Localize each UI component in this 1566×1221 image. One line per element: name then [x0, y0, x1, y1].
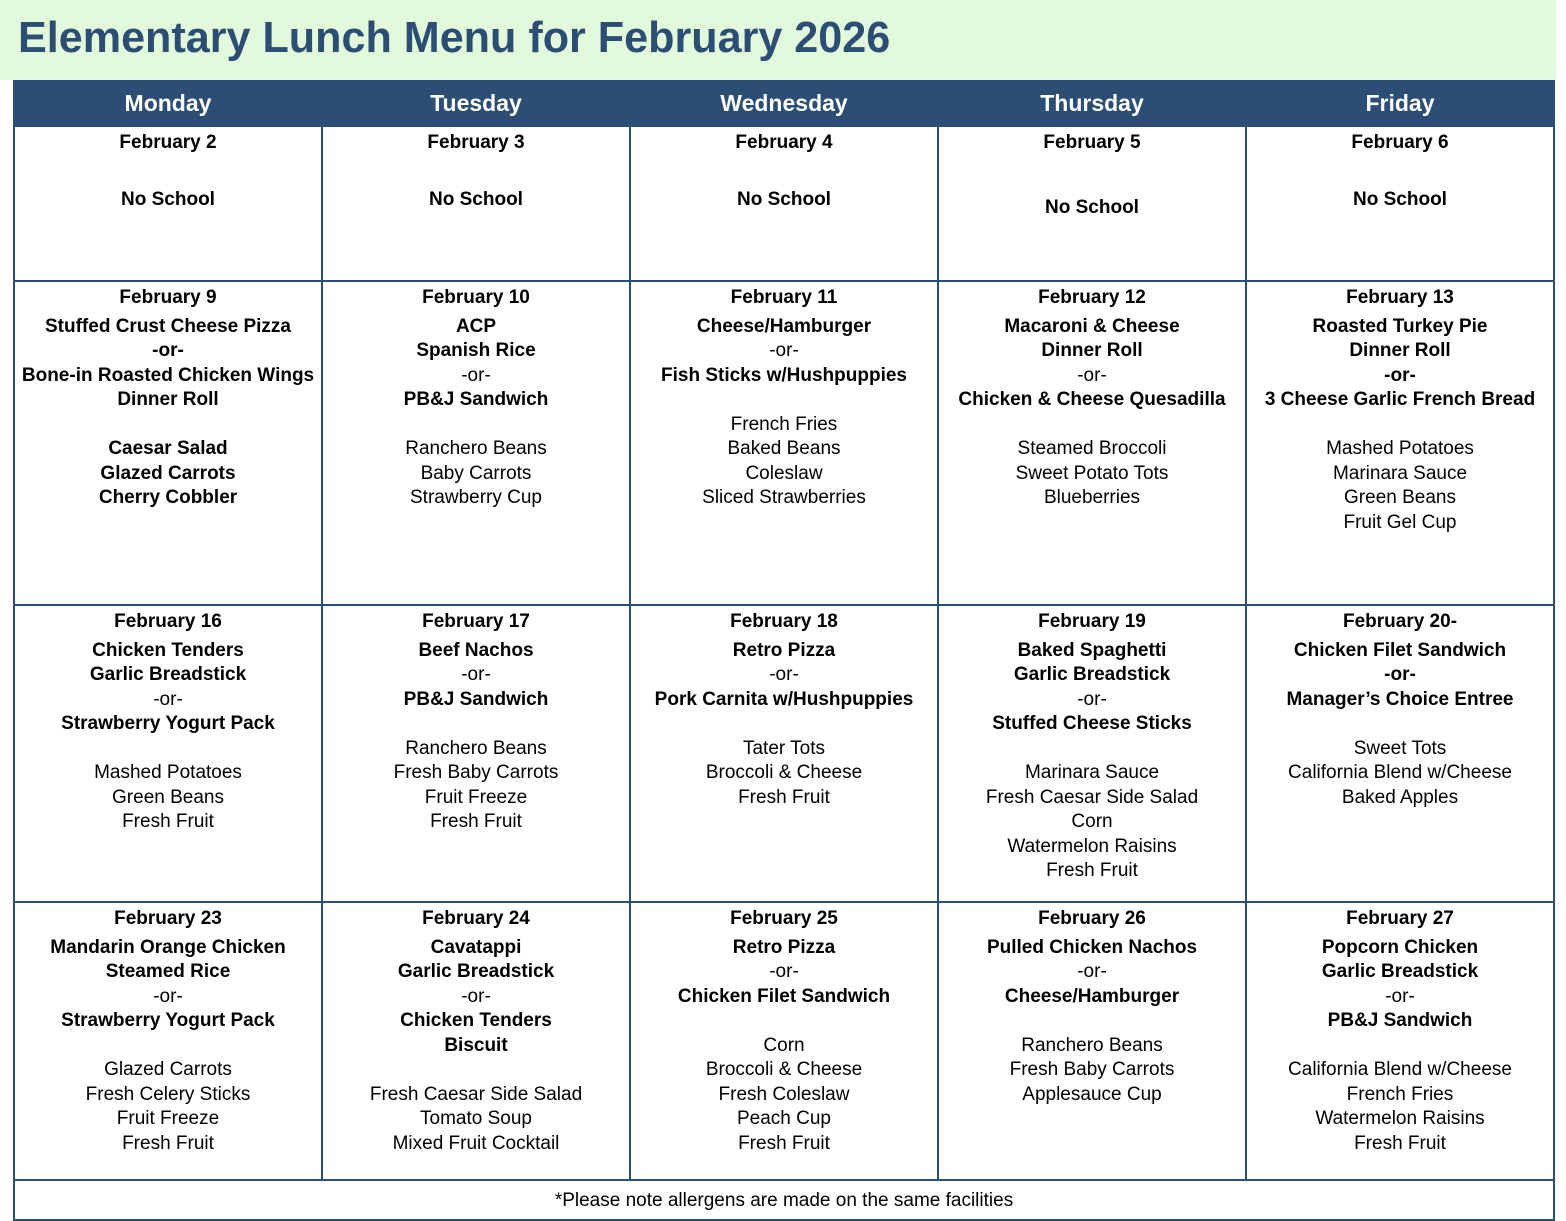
menu-item: PB&J Sandwich	[403, 688, 549, 710]
menu-item: Garlic Breadstick	[1321, 961, 1479, 982]
menu-item: Macaroni & Cheese	[1004, 315, 1180, 337]
menu-item: Stuffed Crust Cheese Pizza	[45, 315, 291, 337]
day-date: February 23	[114, 908, 222, 929]
menu-item: Stuffed Cheese Sticks	[992, 713, 1192, 734]
menu-item: No School	[1353, 188, 1447, 210]
menu-item: Glazed Carrots	[104, 1059, 232, 1080]
header-tuesday: Tuesday	[322, 81, 630, 126]
or-separator: -or-	[1077, 364, 1107, 386]
menu-item: Roasted Turkey Pie	[1312, 315, 1488, 337]
menu-item: Cheese/Hamburger	[1004, 985, 1180, 1007]
menu-item: Fresh Fruit	[122, 811, 214, 832]
menu-item: Pulled Chicken Nachos	[986, 936, 1198, 958]
menu-item: Biscuit	[444, 1034, 508, 1056]
day-date: February 20-	[1342, 611, 1458, 632]
or-separator: -or-	[153, 688, 183, 710]
menu-item: No School	[737, 188, 831, 210]
or-separator: -or-	[152, 340, 184, 361]
footer-note: *Please note allergens are made on the same facilities	[14, 1180, 1554, 1220]
day-cell	[630, 605, 938, 902]
day-date: February 18	[730, 611, 838, 632]
spacer	[943, 737, 1241, 762]
week-row	[14, 281, 1554, 605]
menu-item: Fresh Fruit	[122, 1132, 214, 1154]
day-cell	[14, 281, 322, 605]
header-wednesday: Wednesday	[630, 81, 938, 126]
menu-item: Baked Beans	[727, 438, 841, 459]
menu-item: French Fries	[730, 413, 838, 435]
day-cell	[14, 126, 322, 281]
or-separator: -or-	[153, 985, 183, 1007]
menu-item: Chicken & Cheese Quesadilla	[958, 389, 1226, 410]
week-row	[14, 126, 1554, 281]
menu-item: Fresh Fruit	[1046, 860, 1138, 881]
day-date: February 3	[427, 132, 525, 153]
menu-item: Fresh Fruit	[430, 811, 522, 832]
menu-item: Peach Cup	[736, 1108, 831, 1129]
menu-item: Fresh Fruit	[738, 1132, 830, 1154]
menu-item: Corn	[1071, 811, 1113, 832]
menu-item: Strawberry Yogurt Pack	[61, 713, 275, 734]
day-date: February 26	[1038, 908, 1146, 929]
day-cell	[630, 281, 938, 605]
menu-item: Chicken Filet Sandwich	[1293, 639, 1507, 661]
menu-item: PB&J Sandwich	[403, 389, 549, 410]
spacer	[327, 160, 625, 188]
menu-item: Sweet Tots	[1353, 737, 1447, 759]
menu-item: Fresh Caesar Side Salad	[985, 786, 1199, 808]
day-cell	[322, 281, 630, 605]
menu-item: Popcorn Chicken	[1321, 936, 1479, 958]
menu-item: Fresh Caesar Side Salad	[369, 1083, 583, 1105]
or-separator: -or-	[461, 364, 491, 386]
spacer	[19, 737, 317, 762]
menu-item: Pork Carnita w/Hushpuppies	[654, 688, 914, 710]
spacer	[1251, 413, 1549, 438]
day-cell	[938, 902, 1246, 1180]
spacer	[19, 413, 317, 438]
day-date: February 10	[422, 287, 530, 308]
menu-item: Manager’s Choice Entree	[1286, 688, 1514, 710]
menu-item: ACP	[455, 315, 497, 337]
menu-calendar	[13, 80, 1555, 1221]
day-cell	[1246, 902, 1554, 1180]
day-cell	[14, 902, 322, 1180]
menu-item: California Blend w/Cheese	[1288, 762, 1512, 783]
spacer	[19, 1034, 317, 1059]
week-row	[14, 902, 1554, 1180]
or-separator: -or-	[769, 340, 799, 361]
menu-item: French Fries	[1346, 1083, 1454, 1105]
or-separator: -or-	[1384, 664, 1416, 685]
day-cell	[938, 126, 1246, 281]
menu-item: Fresh Baby Carrots	[393, 762, 559, 783]
menu-item: Fresh Coleslaw	[718, 1083, 850, 1105]
or-separator: -or-	[769, 664, 799, 685]
menu-item: Applesauce Cup	[1022, 1083, 1162, 1105]
spacer	[943, 1009, 1241, 1034]
day-cell	[322, 902, 630, 1180]
menu-item: Fish Sticks w/Hushpuppies	[661, 364, 907, 386]
menu-item: Chicken Tenders	[92, 639, 244, 661]
spacer	[19, 160, 317, 188]
menu-item: Fresh Celery Sticks	[85, 1083, 251, 1105]
menu-item: California Blend w/Cheese	[1288, 1059, 1512, 1080]
day-date: February 13	[1346, 287, 1454, 308]
day-date: February 4	[735, 132, 833, 153]
menu-item: Ranchero Beans	[1021, 1034, 1163, 1056]
menu-item: Fresh Fruit	[1354, 1132, 1446, 1154]
day-date: February 5	[1043, 132, 1141, 153]
menu-item: Sweet Potato Tots	[1015, 462, 1169, 484]
or-separator: -or-	[1077, 688, 1107, 710]
menu-item: Baked Apples	[1341, 786, 1459, 808]
week-row	[14, 605, 1554, 902]
header-monday: Monday	[14, 81, 322, 126]
menu-item: Retro Pizza	[732, 936, 836, 958]
spacer	[943, 160, 1241, 196]
menu-item: Broccoli & Cheese	[705, 1059, 863, 1080]
header-friday: Friday	[1246, 81, 1554, 126]
day-date: February 16	[114, 611, 222, 632]
day-date: February 19	[1038, 611, 1146, 632]
menu-item: Ranchero Beans	[405, 438, 547, 459]
menu-item: Tater Tots	[742, 737, 826, 759]
day-date: February 12	[1038, 287, 1146, 308]
menu-item: Dinner Roll	[1349, 340, 1451, 361]
menu-item: Strawberry Yogurt Pack	[61, 1010, 275, 1031]
menu-item: Chicken Filet Sandwich	[677, 985, 891, 1007]
menu-item: Watermelon Raisins	[1007, 835, 1177, 857]
menu-item: Corn	[763, 1034, 805, 1056]
menu-item: PB&J Sandwich	[1327, 1010, 1473, 1031]
menu-item: Blueberries	[1043, 487, 1141, 508]
title-banner	[0, 0, 1556, 80]
menu-item: Coleslaw	[745, 462, 823, 484]
menu-item: Cavatappi	[430, 936, 522, 958]
day-cell	[322, 605, 630, 902]
day-date: February 17	[422, 611, 530, 632]
menu-item: Dinner Roll	[117, 389, 219, 410]
spacer	[943, 413, 1241, 438]
spacer	[635, 160, 933, 188]
menu-item: Garlic Breadstick	[397, 961, 555, 982]
menu-item: Baked Spaghetti	[1017, 639, 1167, 661]
menu-item: Fruit Gel Cup	[1343, 511, 1457, 533]
menu-item: Caesar Salad	[108, 438, 228, 459]
menu-item: Baby Carrots	[420, 462, 532, 484]
menu-item: Watermelon Raisins	[1315, 1108, 1485, 1129]
day-cell	[938, 281, 1246, 605]
page-title: Elementary Lunch Menu for February 2026	[18, 13, 891, 62]
spacer	[1251, 712, 1549, 737]
day-cell	[1246, 126, 1554, 281]
spacer	[327, 712, 625, 737]
day-cell	[1246, 281, 1554, 605]
menu-item: Bone-in Roasted Chicken Wings	[21, 364, 315, 386]
day-date: February 9	[119, 287, 217, 308]
spacer	[327, 1058, 625, 1083]
menu-item: Mixed Fruit Cocktail	[392, 1132, 560, 1154]
or-separator: -or-	[461, 985, 491, 1007]
menu-item: Steamed Rice	[105, 961, 231, 982]
menu-item: Green Beans	[112, 786, 224, 808]
menu-item: Beef Nachos	[418, 639, 534, 661]
spacer	[635, 712, 933, 737]
menu-item: Glazed Carrots	[100, 462, 236, 484]
day-date: February 11	[730, 287, 838, 308]
day-cell	[630, 126, 938, 281]
spacer	[635, 1009, 933, 1034]
or-separator: -or-	[1384, 364, 1416, 386]
day-date: February 25	[730, 908, 838, 929]
menu-item: Mandarin Orange Chicken	[50, 936, 286, 958]
menu-item: Garlic Breadstick	[1013, 664, 1171, 685]
day-cell	[630, 902, 938, 1180]
spacer	[635, 388, 933, 413]
or-separator: -or-	[461, 664, 491, 685]
menu-item: 3 Cheese Garlic French Bread	[1264, 389, 1536, 410]
or-separator: -or-	[1385, 985, 1415, 1007]
menu-item: Garlic Breadstick	[89, 664, 247, 685]
menu-item: Ranchero Beans	[405, 737, 547, 759]
footer-row	[14, 1180, 1554, 1220]
header-thursday: Thursday	[938, 81, 1246, 126]
menu-item: Cheese/Hamburger	[696, 315, 872, 337]
menu-item: No School	[121, 188, 215, 210]
day-date: February 6	[1351, 132, 1449, 153]
day-cell	[14, 605, 322, 902]
or-separator: -or-	[1077, 961, 1107, 982]
menu-item: Retro Pizza	[732, 639, 836, 661]
day-cell	[938, 605, 1246, 902]
menu-item: Strawberry Cup	[410, 487, 542, 508]
menu-item: Steamed Broccoli	[1017, 438, 1167, 459]
spacer	[1251, 160, 1549, 188]
menu-item: Broccoli & Cheese	[705, 762, 863, 783]
day-cell	[322, 126, 630, 281]
menu-item: Green Beans	[1344, 487, 1456, 508]
menu-item: No School	[429, 188, 523, 210]
menu-item: Sliced Strawberries	[702, 487, 866, 508]
menu-item: Mashed Potatoes	[1326, 438, 1474, 459]
menu-item: Spanish Rice	[416, 340, 536, 361]
spacer	[1251, 1034, 1549, 1059]
menu-item: Marinara Sauce	[1024, 762, 1160, 783]
weekday-header-row	[14, 81, 1554, 126]
day-date: February 2	[119, 132, 217, 153]
menu-item: Fruit Freeze	[424, 786, 528, 808]
day-cell	[1246, 605, 1554, 902]
menu-item: Fresh Baby Carrots	[1009, 1059, 1175, 1080]
menu-item: Dinner Roll	[1041, 340, 1143, 361]
menu-table	[13, 80, 1555, 1221]
spacer	[327, 413, 625, 438]
menu-item: Chicken Tenders	[400, 1010, 552, 1031]
day-date: February 24	[422, 908, 530, 929]
menu-item: Fruit Freeze	[116, 1108, 220, 1129]
menu-item: No School	[1045, 196, 1139, 218]
day-date: February 27	[1346, 908, 1454, 929]
menu-item: Fresh Fruit	[738, 786, 830, 808]
menu-item: Mashed Potatoes	[94, 762, 242, 783]
menu-item: Marinara Sauce	[1332, 462, 1468, 484]
menu-item: Tomato Soup	[420, 1108, 532, 1129]
menu-item: Cherry Cobbler	[98, 487, 238, 508]
or-separator: -or-	[769, 961, 799, 982]
